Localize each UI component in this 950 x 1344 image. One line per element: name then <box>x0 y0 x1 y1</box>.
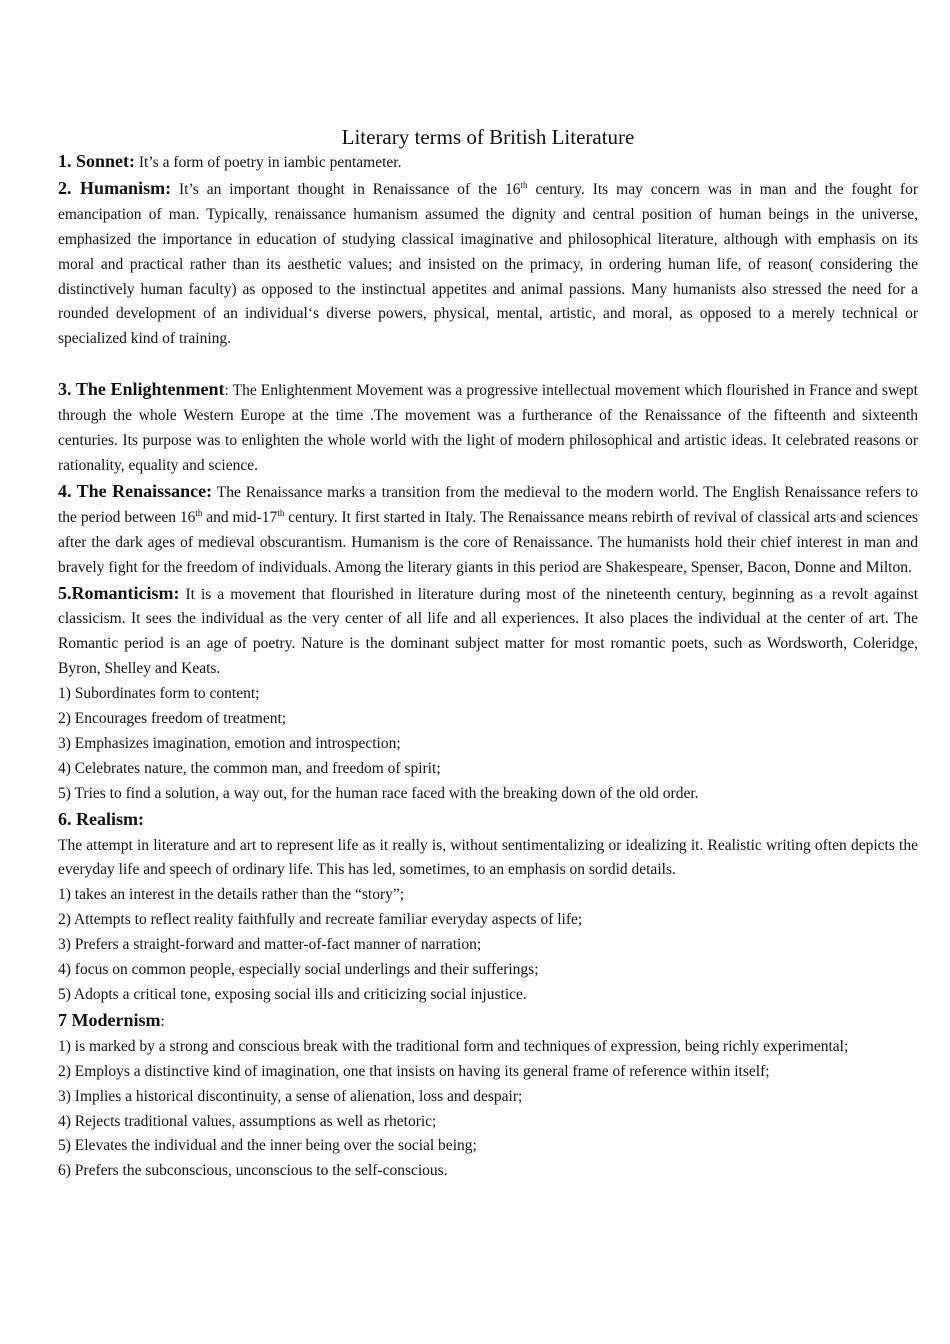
list-item: 4) focus on common people, especially social underlings and their sufferings; <box>58 961 539 979</box>
list-item: 5) Tries to find a solution, a way out, for the human race faced with the breaking down of the old order. <box>58 784 699 802</box>
ordinal-suffix: th <box>277 507 285 518</box>
list-item: 2) Employs a distinctive kind of imagination, one that insists on having its general frame of reference within itself; <box>58 1062 770 1080</box>
list-item: 4) Rejects traditional values, assumptions as well as rhetoric; <box>58 1112 437 1130</box>
list-item: 5) Adopts a critical tone, exposing social ills and criticizing social injustice. <box>58 986 527 1003</box>
term-heading: 7 Modernism <box>58 1009 161 1030</box>
term-definition: It’s an important thought in Renaissance of the 16 <box>171 180 521 198</box>
ordinal-suffix: th <box>195 507 203 518</box>
romanticism-points <box>58 682 918 807</box>
term-enlightenment <box>58 377 918 479</box>
list-item: 5) Elevates the individual and the inner being over the social being; <box>58 1137 477 1155</box>
list-item: 1) is marked by a strong and conscious break with the traditional form and techniques of expression, being richly experimental; <box>58 1037 849 1055</box>
term-modernism <box>58 1008 918 1035</box>
modernism-points <box>58 1035 918 1184</box>
list-item: 3) Prefers a straight-forward and matter-of-fact manner of narration; <box>58 936 482 954</box>
term-heading: 2. Humanism: <box>58 177 172 198</box>
ordinal-suffix: th <box>520 179 528 190</box>
term-heading: 6. Realism: <box>58 808 144 829</box>
realism-points <box>58 883 918 1008</box>
document-title: Literary terms of British Literature <box>341 125 635 149</box>
term-definition: The Renaissance marks a transition from the medieval to the modern world. The English Renaissance refers to the period between 16 <box>58 483 918 526</box>
term-heading: 3. The Enlightenment <box>58 379 225 400</box>
list-item: 1) takes an interest in the details rather than the “story”; <box>58 886 405 904</box>
term-heading: 1. Sonnet: <box>58 151 136 171</box>
term-definition: It is a movement that flourished in literature during most of the nineteenth century, beginning as a revolt against classicism. It sees the individual as the very center of all life and all experiences. It also places the individual at the center of art. The Romantic period is an age of poetry. Nature is the dominant subject matter for most romantic poets, such as Wordsworth, Coleridge, Byron, Shelley and Keats. <box>58 585 918 678</box>
list-item: 1) Subordinates form to content; <box>58 685 260 703</box>
term-renaissance <box>58 479 918 581</box>
term-realism <box>58 807 918 834</box>
term-definition-cont: century. It first started in Italy. The Renaissance means rebirth of revival of classical arts and sciences after the dark ages of medieval obscurantism. Humanism is the core of Renaissance. The humanists hold their chief interest in man and bravely fight for the freedom of individuals. Among the literary giants in this period are Shakespeare, Spenser, Bacon, Donne and Milton. <box>58 508 918 576</box>
term-heading: 5.Romanticism: <box>58 582 180 603</box>
term-definition: It’s a form of poetry in iambic pentameter. <box>135 154 402 171</box>
list-item: 2) Encourages freedom of treatment; <box>58 710 287 728</box>
list-item: 3) Implies a historical discontinuity, a sense of alienation, loss and despair; <box>58 1087 523 1105</box>
term-definition: The attempt in literature and art to represent life as it really is, without sentimentalizing or idealizing it. Realistic writing often depicts the everyday life and speech of ordinary life. This has led, sometimes, to an emphasis on sordid details. <box>58 836 918 879</box>
term-humanism <box>58 176 918 352</box>
term-heading: 4. The Renaissance: <box>58 480 213 501</box>
term-romanticism <box>58 581 918 683</box>
document-body <box>58 149 918 1184</box>
term-definition: : The Enlightenment Movement was a progressive intellectual movement which flourished in France and swept through the whole Western Europe at the time .The movement was a furtherance of the Renaissance of the fifteenth and sixteenth centuries. Its purpose was to enlighten the whole world with the light of modern philosophical and artistic ideas. It celebrated reasons or rationality, equality and science. <box>58 382 918 474</box>
term-definition-cont: and mid-17 <box>202 508 278 526</box>
list-item: 2) Attempts to reflect reality faithfully and recreate familiar everyday aspects of life; <box>58 911 583 929</box>
term-sonnet <box>58 149 918 176</box>
term-definition-cont: century. Its may concern was in man and the fought for emancipation of man. Typically, renaissance humanism assumed the dignity and central position of human beings in the universe, emphasized the importance in education of studying classical imaginative and philosophical literature, although with emphasis on its moral and practical rather than its aesthetic values; and insisted on the primacy, in ordering human life, of reason( considering the distinctively human faculty) as opposed to the instinctual appetites and animal passions. Many humanists also stressed the need for a rounded development of an individual‘s diverse powers, physical, mental, artistic, and moral, as opposed to a merely technical or specialized kind of training. <box>58 180 919 348</box>
list-item: 6) Prefers the subconscious, unconscious to the self-conscious. <box>58 1162 448 1180</box>
list-item: 3) Emphasizes imagination, emotion and introspection; <box>58 734 401 752</box>
heading-colon: : <box>160 1012 165 1030</box>
list-item: 4) Celebrates nature, the common man, and freedom of spirit; <box>58 759 441 777</box>
